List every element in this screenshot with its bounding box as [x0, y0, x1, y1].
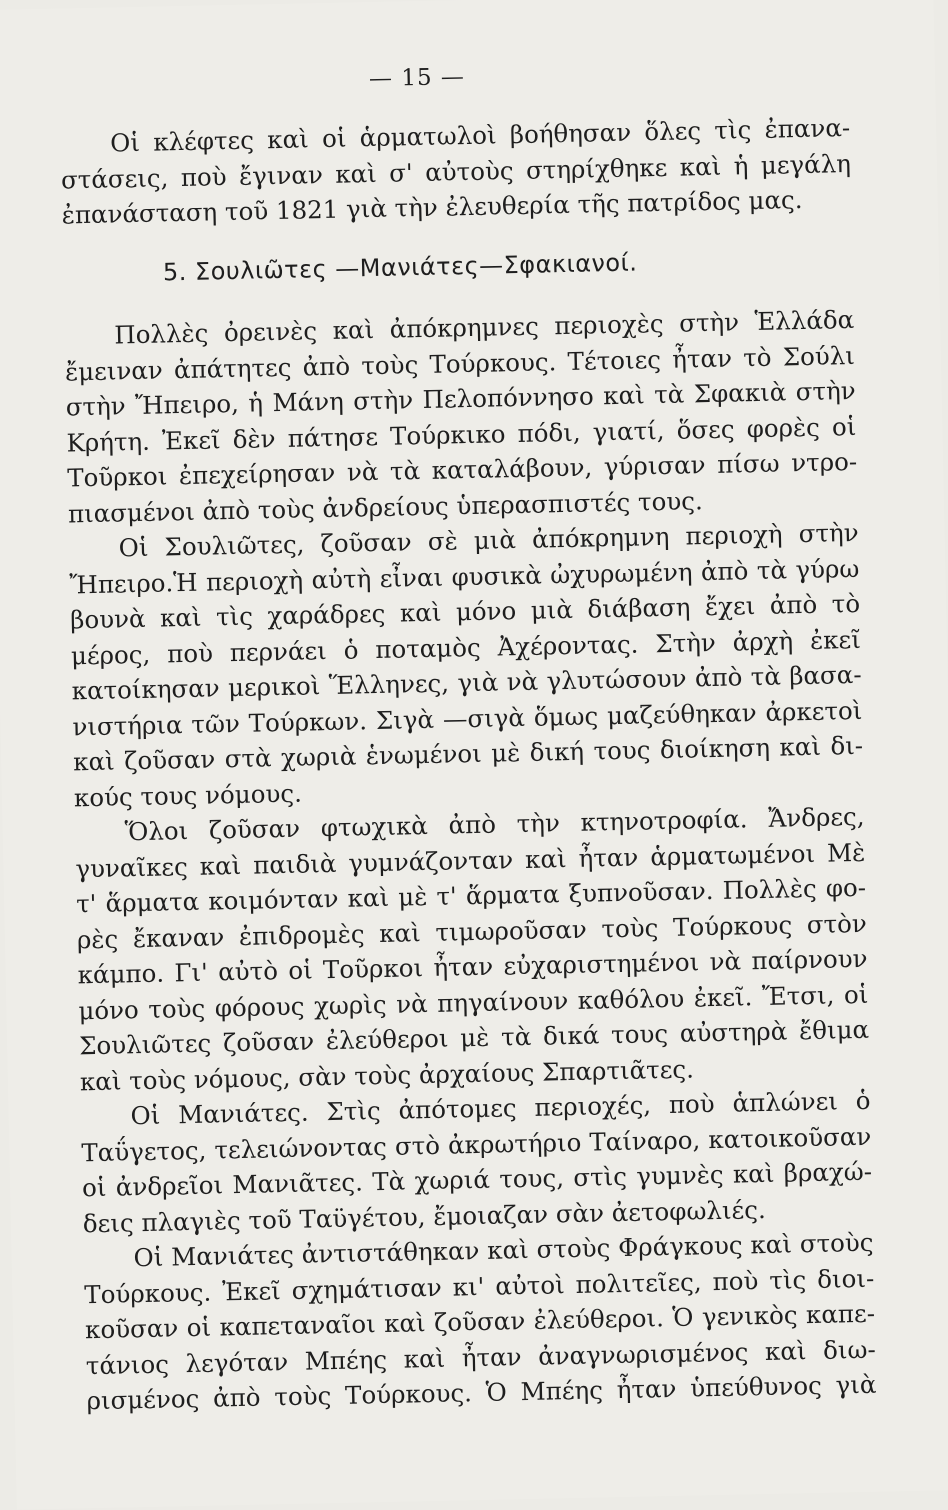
paragraph-souliotes: [68, 515, 864, 815]
text-line: τ' ἅρματα κοιμόνταν καὶ μὲ τ' ἅρματα ξυπνοῦσαν. Πολλὲς φο-: [75, 872, 867, 919]
text-line: ρισμένος ἀπὸ τοὺς Τούρκους. Ὁ Μπέης ἦταν ὑπεύθυνος γιὰ: [86, 1369, 877, 1416]
text-line: Ὅλοι ζοῦσαν φτωχικὰ ἀπὸ τὴν κτηνοτροφία. Ἄνδρες,: [124, 801, 865, 847]
text-line: Σουλιῶτες ζοῦσαν ἐλεύθεροι μὲ τὰ δικά τους αὐστηρὰ ἔθιμα: [78, 1014, 870, 1061]
text-line: Οἱ κλέφτες καὶ οἱ ἁρματωλοὶ βοήθησαν ὅλες τὶς ἐπανα-: [109, 113, 851, 158]
text-line: Τούρκους. Ἐκεῖ σχημάτισαν κι' αὐτοὶ πολιτεῖες, ποὺ τὶς διοι-: [84, 1263, 875, 1309]
text-line: πιασμένοι ἀπὸ τοὺς ἀνδρείους ὑπερασπιστές τους.: [67, 485, 703, 528]
text-line: Πολλὲς ὀρεινὲς καὶ ἀπόκρημνες περιοχὲς στὴν Ἑλλάδα: [113, 304, 855, 350]
text-line: βουνὰ καὶ τὶς χαράδρες καὶ μόνο μιὰ διάβαση ἔχει ἀπὸ τὸ: [69, 588, 861, 635]
text-line: κάμπο. Γι' αὐτὸ οἱ Τοῦρκοι ἦταν εὐχαριστημένοι νὰ παίρνουν: [77, 943, 868, 990]
text-line: Οἱ Σουλιῶτες, ζοῦσαν σὲ μιὰ ἀπόκρημνη περιοχὴ στὴν: [118, 517, 859, 563]
text-line: στάσεις, ποὺ ἔγιναν καὶ σ' αὐτοὺς στηρίχθηκε καὶ ἡ μεγάλη: [60, 148, 852, 195]
text-line: γυναῖκες καὶ παιδιὰ γυμνάζονταν καὶ ἦταν ἁρματωμένοι Μὲ: [75, 837, 866, 883]
page-number: — 15 —: [368, 64, 466, 93]
paragraph-3: [74, 799, 870, 1099]
text-line: ρὲς ἔκαναν ἐπιδρομὲς καὶ τιμωροῦσαν τοὺς Τούρκους στὸν: [76, 908, 868, 954]
intro-paragraph: [60, 110, 852, 233]
paragraph-maniates: [80, 1083, 873, 1242]
text-line: οἱ ἀνδρεῖοι Μανιᾶτες. Τὰ χωριά τους, στὶς γυμνὲς καὶ βραχώ-: [81, 1156, 873, 1203]
text-line: μόνο τοὺς φόρους χωρὶς νὰ πηγαίνουν καθόλου ἐκεῖ. Ἔτσι, οἱ: [78, 979, 869, 1025]
text-line: νιστήρια τῶν Τούρκων. Σιγὰ —σιγὰ ὅμως μαζεύθηκαν ἀρκετοὶ: [72, 695, 863, 741]
text-line: Ταΰγετος, τελειώνοντας στὸ ἀκρωτήριο Ταίναρο, κατοικοῦσαν: [81, 1121, 872, 1167]
text-line: Οἱ Μανιάτες ἀντιστάθηκαν καὶ στοὺς Φράγκους καὶ στοὺς: [133, 1227, 874, 1273]
body-text: [60, 110, 877, 1419]
text-line: κοῦσαν οἱ καπεταναῖοι καὶ ζοῦσαν ἐλεύθεροι. Ὁ γενικὸς καπε-: [84, 1298, 876, 1345]
text-line: καὶ ζοῦσαν στὰ χωριὰ ἑνωμένοι μὲ δική τους διοίκηση καὶ δι-: [72, 730, 864, 777]
paragraph-5: [83, 1225, 877, 1419]
text-line: καὶ τοὺς νόμους, σὰν τοὺς ἀρχαίους Σπαρτιᾶτες.: [79, 1053, 695, 1096]
text-line: Οἱ Μανιάτες. Στὶς ἀπότομες περιοχές, ποὺ ἁπλώνει ὁ: [130, 1085, 871, 1131]
paragraph-1: [64, 302, 858, 531]
text-line: τάνιος λεγόταν Μπέης καὶ ἦταν ἀναγνωρισμένος καὶ διω-: [85, 1334, 876, 1380]
text-line: Τοῦρκοι ἐπεχείρησαν νὰ τὰ καταλάβουν, γύρισαν πίσω ντρο-: [66, 446, 858, 493]
text-line: κατοίκησαν μερικοὶ Ἕλληνες, γιὰ νὰ γλυτώσουν ἀπὸ τὰ βασα-: [71, 659, 862, 706]
text-line: Κρήτη. Ἐκεῖ δὲν πάτησε Τούρκικο πόδι, γιατί, ὅσες φορὲς οἱ: [66, 411, 857, 457]
text-line: Ἤπειρο.Ἡ περιοχὴ αὐτὴ εἶναι φυσικὰ ὠχυρωμένη ἀπὸ τὰ γύρω: [69, 553, 860, 599]
text-line: στὴν Ἤπειρο, ἡ Μάνη στὴν Πελοπόννησο καὶ τὰ Σφακιὰ στὴν: [65, 375, 856, 422]
text-line: δεις πλαγιὲς τοῦ Ταϋγέτου, ἔμοιαζαν σὰν ἀετοφωλιές.: [82, 1194, 766, 1238]
section-heading: 5. Σουλιῶτες —Μανιάτες—Σφακιανοί.: [162, 247, 638, 286]
text-line: κούς τους νόμους.: [73, 778, 303, 812]
text-line: μέρος, ποὺ περνάει ὁ ποταμὸς Ἀχέροντας. Στὴν ἀρχὴ ἐκεῖ: [70, 624, 862, 670]
text-line: ἐπανάσταση τοῦ 1821 γιὰ τὴν ἐλευθερία τῆς πατρίδος μας.: [61, 185, 803, 230]
text-line: ἔμειναν ἀπάτητες ἀπὸ τοὺς Τούρκους. Τέτοιες ἦταν τὸ Σούλι: [64, 340, 856, 386]
